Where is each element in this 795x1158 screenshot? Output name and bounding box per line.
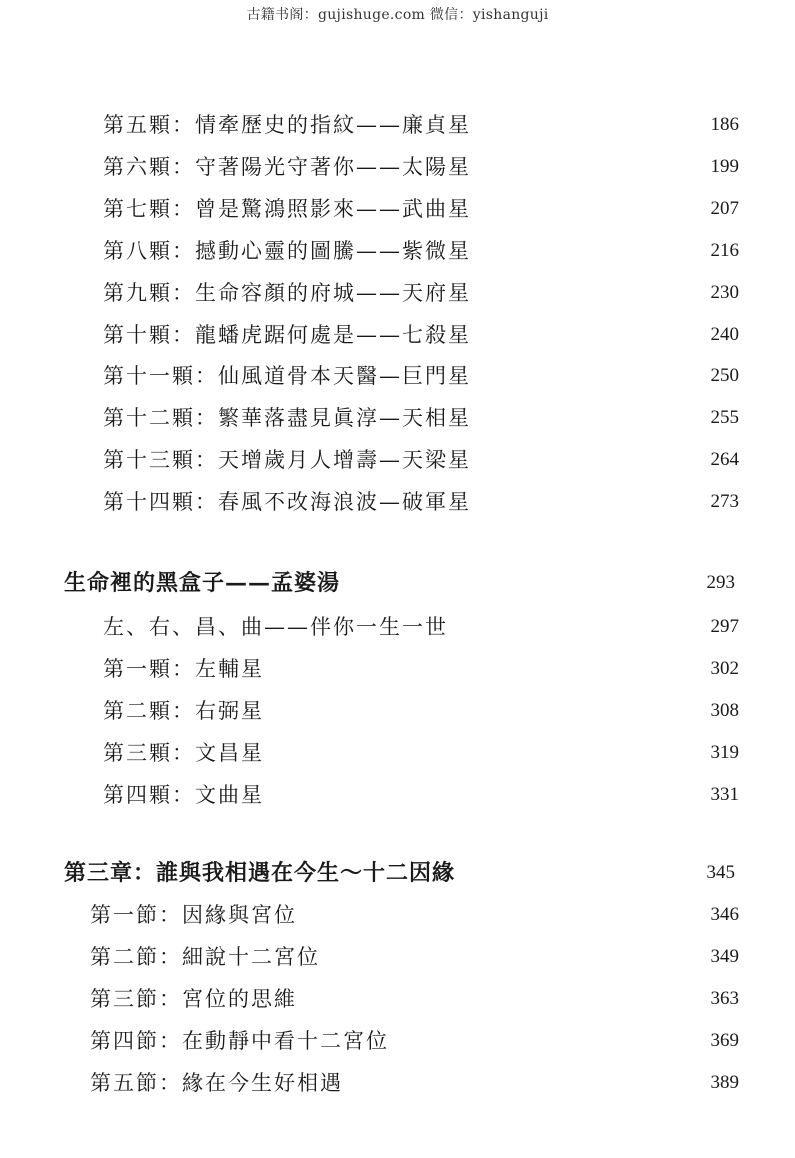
toc-entry-page: 273: [710, 491, 739, 512]
toc-entry-title: 第十二顆：繁華落盡見眞淳—天相星: [103, 406, 471, 430]
toc-entry-page: 363: [710, 988, 739, 1009]
toc-entry-title: 第三節：宮位的思維: [90, 987, 297, 1011]
toc-entry-page: 250: [710, 365, 739, 386]
toc-entry[interactable]: [0, 443, 795, 477]
toc-entry-title: 第五顆：情牽歷史的指紋——廉貞星: [103, 113, 471, 137]
toc-entry-title: 左、右、昌、曲——伴你一生一世: [103, 615, 448, 639]
toc-entry[interactable]: [0, 485, 795, 519]
toc-entry[interactable]: [0, 359, 795, 393]
toc-entry-title: 第二節：細說十二宮位: [90, 945, 320, 969]
toc-entry[interactable]: [0, 234, 795, 268]
toc-chapter-heading[interactable]: [0, 856, 795, 890]
toc-entry-page: 186: [710, 114, 739, 135]
toc-chapter-title: 第三章：誰與我相遇在今生～十二因緣: [64, 860, 456, 886]
toc-entry[interactable]: [0, 1066, 795, 1100]
toc-entry-title: 第八顆：撼動心靈的圖騰——紫微星: [103, 239, 471, 263]
toc-entry[interactable]: [0, 1024, 795, 1058]
toc-entry[interactable]: [0, 276, 795, 310]
toc-entry-page: 349: [710, 946, 739, 967]
toc-entry-page: 297: [710, 616, 739, 637]
toc-entry-title: 第一節：因緣與宮位: [90, 903, 297, 927]
toc-entry-page: 302: [710, 658, 739, 679]
toc-entry-page: 331: [710, 784, 739, 805]
toc-entry-page: 369: [710, 1030, 739, 1051]
toc-entry-page: 319: [710, 742, 739, 763]
toc-entry-title: 第七顆：曾是驚鴻照影來——武曲星: [103, 197, 471, 221]
toc-entry-page: 240: [710, 324, 739, 345]
toc-entry-page: 264: [710, 449, 739, 470]
toc-entry-title: 第十四顆：春風不改海浪波—破軍星: [103, 490, 471, 514]
toc-entry[interactable]: [0, 108, 795, 142]
toc-entry-page: 389: [710, 1072, 739, 1093]
toc-entry-title: 第四顆：文曲星: [103, 783, 264, 807]
toc-entry[interactable]: [0, 192, 795, 226]
toc-entry[interactable]: [0, 610, 795, 644]
toc-entry-page: 216: [710, 240, 739, 261]
toc-entry-page: 308: [710, 700, 739, 721]
toc-entry-page: 255: [710, 407, 739, 428]
watermark-text: 古籍书阁：gujishuge.com 微信：yishanguji: [246, 7, 549, 23]
toc-entry-title: 第六顆：守著陽光守著你——太陽星: [103, 155, 471, 179]
toc-entry-title: 第一顆：左輔星: [103, 657, 264, 681]
toc-entry-title: 第四節：在動靜中看十二宮位: [90, 1029, 389, 1053]
toc-entry[interactable]: [0, 940, 795, 974]
toc-heading-title: 生命裡的黑盒子——孟婆湯: [64, 570, 341, 596]
toc-entry[interactable]: [0, 401, 795, 435]
toc-entry[interactable]: [0, 694, 795, 728]
toc-heading-page: 293: [706, 572, 735, 593]
toc-entry-title: 第二顆：右弼星: [103, 699, 264, 723]
toc-entry-page: 230: [710, 282, 739, 303]
toc-entry[interactable]: [0, 778, 795, 812]
toc-entry-title: 第三顆：文昌星: [103, 741, 264, 765]
toc-entry-title: 第十三顆：天增歲月人增壽—天梁星: [103, 448, 471, 472]
toc-entry[interactable]: [0, 736, 795, 770]
toc-entry-page: 346: [710, 904, 739, 925]
toc-entry-page: 199: [710, 156, 739, 177]
toc-entry[interactable]: [0, 318, 795, 352]
toc-entry-page: 207: [710, 198, 739, 219]
toc-chapter-page: 345: [706, 862, 735, 883]
toc-heading[interactable]: [0, 566, 795, 600]
toc-entry[interactable]: [0, 982, 795, 1016]
toc-entry-title: 第十一顆：仙風道骨本天醫—巨門星: [103, 364, 471, 388]
toc-entry[interactable]: [0, 150, 795, 184]
toc-entry[interactable]: [0, 652, 795, 686]
toc-entry-title: 第十顆：龍蟠虎踞何處是——七殺星: [103, 323, 471, 347]
toc-entry-title: 第九顆：生命容顏的府城——天府星: [103, 281, 471, 305]
toc-entry[interactable]: [0, 898, 795, 932]
toc-entry-title: 第五節：緣在今生好相遇: [90, 1071, 343, 1095]
